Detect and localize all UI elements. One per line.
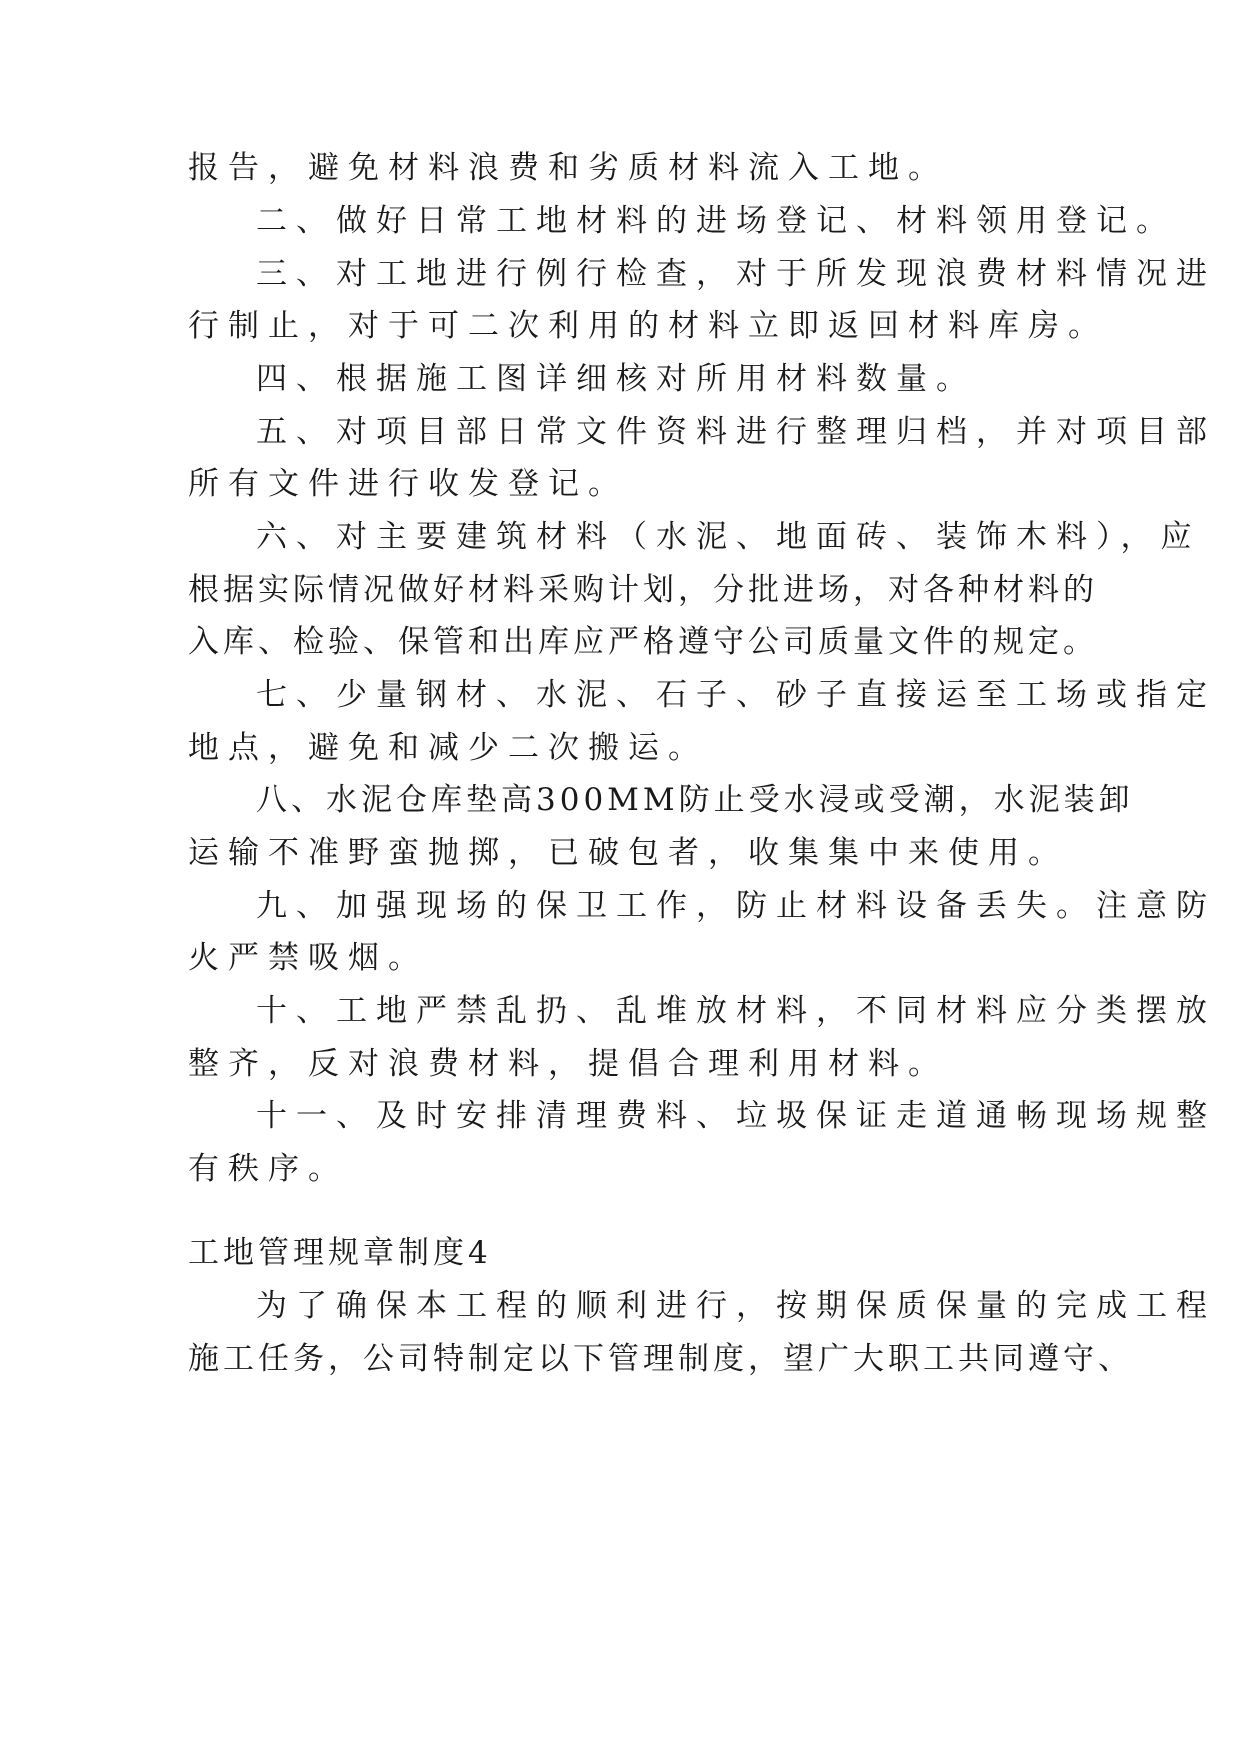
text-line: 三、对工地进行例行检查，对于所发现浪费材料情况进: [256, 256, 1216, 292]
text-line: 地点，避免和减少二次搬运。: [188, 730, 708, 766]
text-line: 入库、检验、保管和出库应严格遵守公司质量文件的规定。: [188, 624, 1098, 660]
text-line: 八、水泥仓库垫高300MM防止受水浸或受潮，水泥装卸: [256, 782, 1134, 818]
text-line: 为了确保本工程的顺利进行，按期保质保量的完成工程: [256, 1288, 1216, 1324]
text-line: 有秩序。: [188, 1151, 348, 1187]
text-line: 运输不准野蛮抛掷，已破包者，收集集中来使用。: [188, 835, 1068, 871]
text-line: 九、加强现场的保卫工作，防止材料设备丢失。注意防: [256, 888, 1216, 924]
text-line: 根据实际情况做好材料采购计划，分批进场，对各种材料的: [188, 572, 1098, 608]
text-line: 七、少量钢材、水泥、石子、砂子直接运至工场或指定: [256, 677, 1216, 713]
text-line: 五、对项目部日常文件资料进行整理归档，并对项目部: [256, 414, 1216, 450]
text-line: 四、根据施工图详细核对所用材料数量。: [256, 361, 976, 397]
text-line: 十、工地严禁乱扔、乱堆放材料，不同材料应分类摆放: [256, 993, 1216, 1029]
text-line: 十一、及时安排清理费料、垃圾保证走道通畅现场规整: [256, 1098, 1216, 1134]
text-line: 所有文件进行收发登记。: [188, 466, 628, 502]
text-line: 整齐，反对浪费材料，提倡合理利用材料。: [188, 1046, 948, 1082]
text-line: 报告，避免材料浪费和劣质材料流入工地。: [188, 150, 948, 186]
text-line: 火严禁吸烟。: [188, 940, 428, 976]
text-line: 行制止，对于可二次利用的材料立即返回材料库房。: [188, 308, 1108, 344]
text-line: 二、做好日常工地材料的进场登记、材料领用登记。: [256, 203, 1176, 239]
text-line: 六、对主要建筑材料（水泥、地面砖、装饰木料），应: [256, 519, 1201, 555]
text-line: 施工任务，公司特制定以下管理制度，望广大职工共同遵守、: [188, 1341, 1133, 1377]
section-heading: 工地管理规章制度4: [188, 1235, 492, 1271]
